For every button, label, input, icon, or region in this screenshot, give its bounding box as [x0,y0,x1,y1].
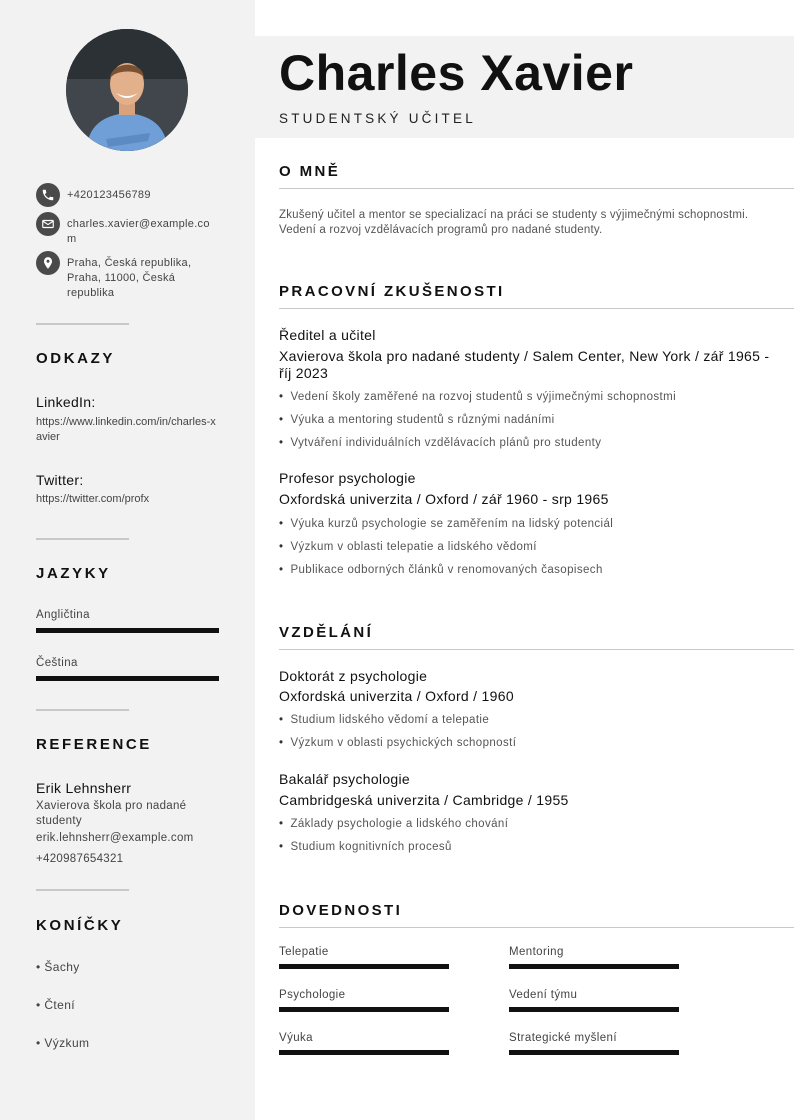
job-bullet: • Vytváření individuálních vzdělávacích plánů pro studenty [279,437,601,449]
twitter-label: Twitter: [36,472,84,488]
skill-level-bar [279,1007,449,1012]
linkedin-link[interactable]: https://www.linkedin.com/in/charles-xavier [36,416,216,443]
skill-name: Strategické myšlení [509,1032,617,1044]
contact-email [36,212,219,247]
language-level-bar [36,628,219,633]
divider [36,889,129,891]
education-bullet: • Studium kognitivních procesů [279,841,452,853]
email-icon [36,212,60,236]
education-bullet: • Studium lidského vědomí a telepatie [279,714,489,726]
divider [36,709,129,711]
education-org: Cambridgeská univerzita / Cambridge / 1955 [279,792,569,808]
section-rule [279,308,794,309]
hobbies-heading: KONÍČKY [36,917,124,934]
phone-text: +420123456789 [67,189,151,201]
hobby-label: Čtení [44,998,76,1012]
education-title: Bakalář psychologie [279,771,410,787]
hobby-item: • Šachy [36,960,80,974]
skill-name: Mentoring [509,946,564,958]
reference-email[interactable]: erik.lehnsherr@example.com [36,832,194,844]
hobby-label: Šachy [44,960,80,974]
skill-name: Psychologie [279,989,346,1001]
language-name: Angličtina [36,609,90,621]
skills-heading: DOVEDNOSTI [279,902,403,919]
phone-icon [36,183,60,207]
education-org: Oxfordská univerzita / Oxford / 1960 [279,688,514,704]
profile-photo [66,29,188,151]
job-bullet: • Výuka a mentoring studentů s různými nadáními [279,414,555,426]
person-name: Charles Xavier [279,45,634,101]
skill-level-bar [509,1050,679,1055]
skill-name: Výuka [279,1032,313,1044]
sidebar [0,0,255,1120]
language-name: Čeština [36,657,78,669]
linkedin-label: LinkedIn: [36,394,96,410]
skill-level-bar [279,964,449,969]
languages-heading: JAZYKY [36,565,111,582]
hobby-label: Výzkum [44,1036,90,1050]
reference-org: Xavierova škola pro nadané studenty [36,800,187,827]
reference-phone: +420987654321 [36,853,124,865]
skill-name: Vedení týmu [509,989,578,1001]
skill-level-bar [279,1050,449,1055]
hobby-item: • Výzkum [36,1036,90,1050]
education-title: Doktorát z psychologie [279,668,428,684]
links-heading: ODKAZY [36,350,115,367]
job-bullet: • Publikace odborných článků v renomovaných časopisech [279,564,603,576]
contact-address [36,251,207,301]
job-bullet: • Výzkum v oblasti telepatie a lidského vědomí [279,541,537,553]
about-text: Zkušený učitel a mentor se specializací na práci se studenty s výjimečnými schopnostmi. Vedení a rozvoj vzdělávacích programů pro nadané studenty. [279,209,749,236]
contact-phone [36,183,219,207]
section-rule [279,649,794,650]
job-title-header: STUDENTSKÝ UČITEL [279,111,476,126]
education-bullet: • Základy psychologie a lidského chování [279,818,508,830]
job-bullet: • Výuka kurzů psychologie se zaměřením na lidský potenciál [279,518,613,530]
hobby-item: • Čtení [36,998,76,1012]
language-level-bar [36,676,219,681]
divider [36,538,129,540]
job-org: Oxfordská univerzita / Oxford / zář 1960 - srp 1965 [279,491,609,507]
skill-name: Telepatie [279,946,329,958]
references-heading: REFERENCE [36,736,152,753]
experience-heading: PRACOVNÍ ZKUŠENOSTI [279,283,505,300]
reference-name: Erik Lehnsherr [36,780,132,796]
address-text: Praha, Česká republika, Praha, 11000, Česká republika [67,257,192,299]
skill-level-bar [509,964,679,969]
about-heading: O MNĚ [279,163,341,180]
job-title: Ředitel a učitel [279,327,376,343]
skill-level-bar [509,1007,679,1012]
education-bullet: • Výzkum v oblasti psychických schopností [279,737,516,749]
job-bullet: • Vedení školy zaměřené na rozvoj studentů s výjimečnými schopnostmi [279,391,676,403]
divider [36,323,129,325]
section-rule [279,927,794,928]
job-title: Profesor psychologie [279,470,416,486]
section-rule [279,188,794,189]
main-content [255,0,794,1120]
twitter-link[interactable]: https://twitter.com/profx [36,493,150,505]
email-text: charles.xavier@example.com [67,218,210,245]
job-org: Xavierova škola pro nadané studenty / Salem Center, New York / zář 1965 - říj 2023 [279,348,770,381]
education-heading: VZDĚLÁNÍ [279,624,374,641]
location-pin-icon [36,251,60,275]
